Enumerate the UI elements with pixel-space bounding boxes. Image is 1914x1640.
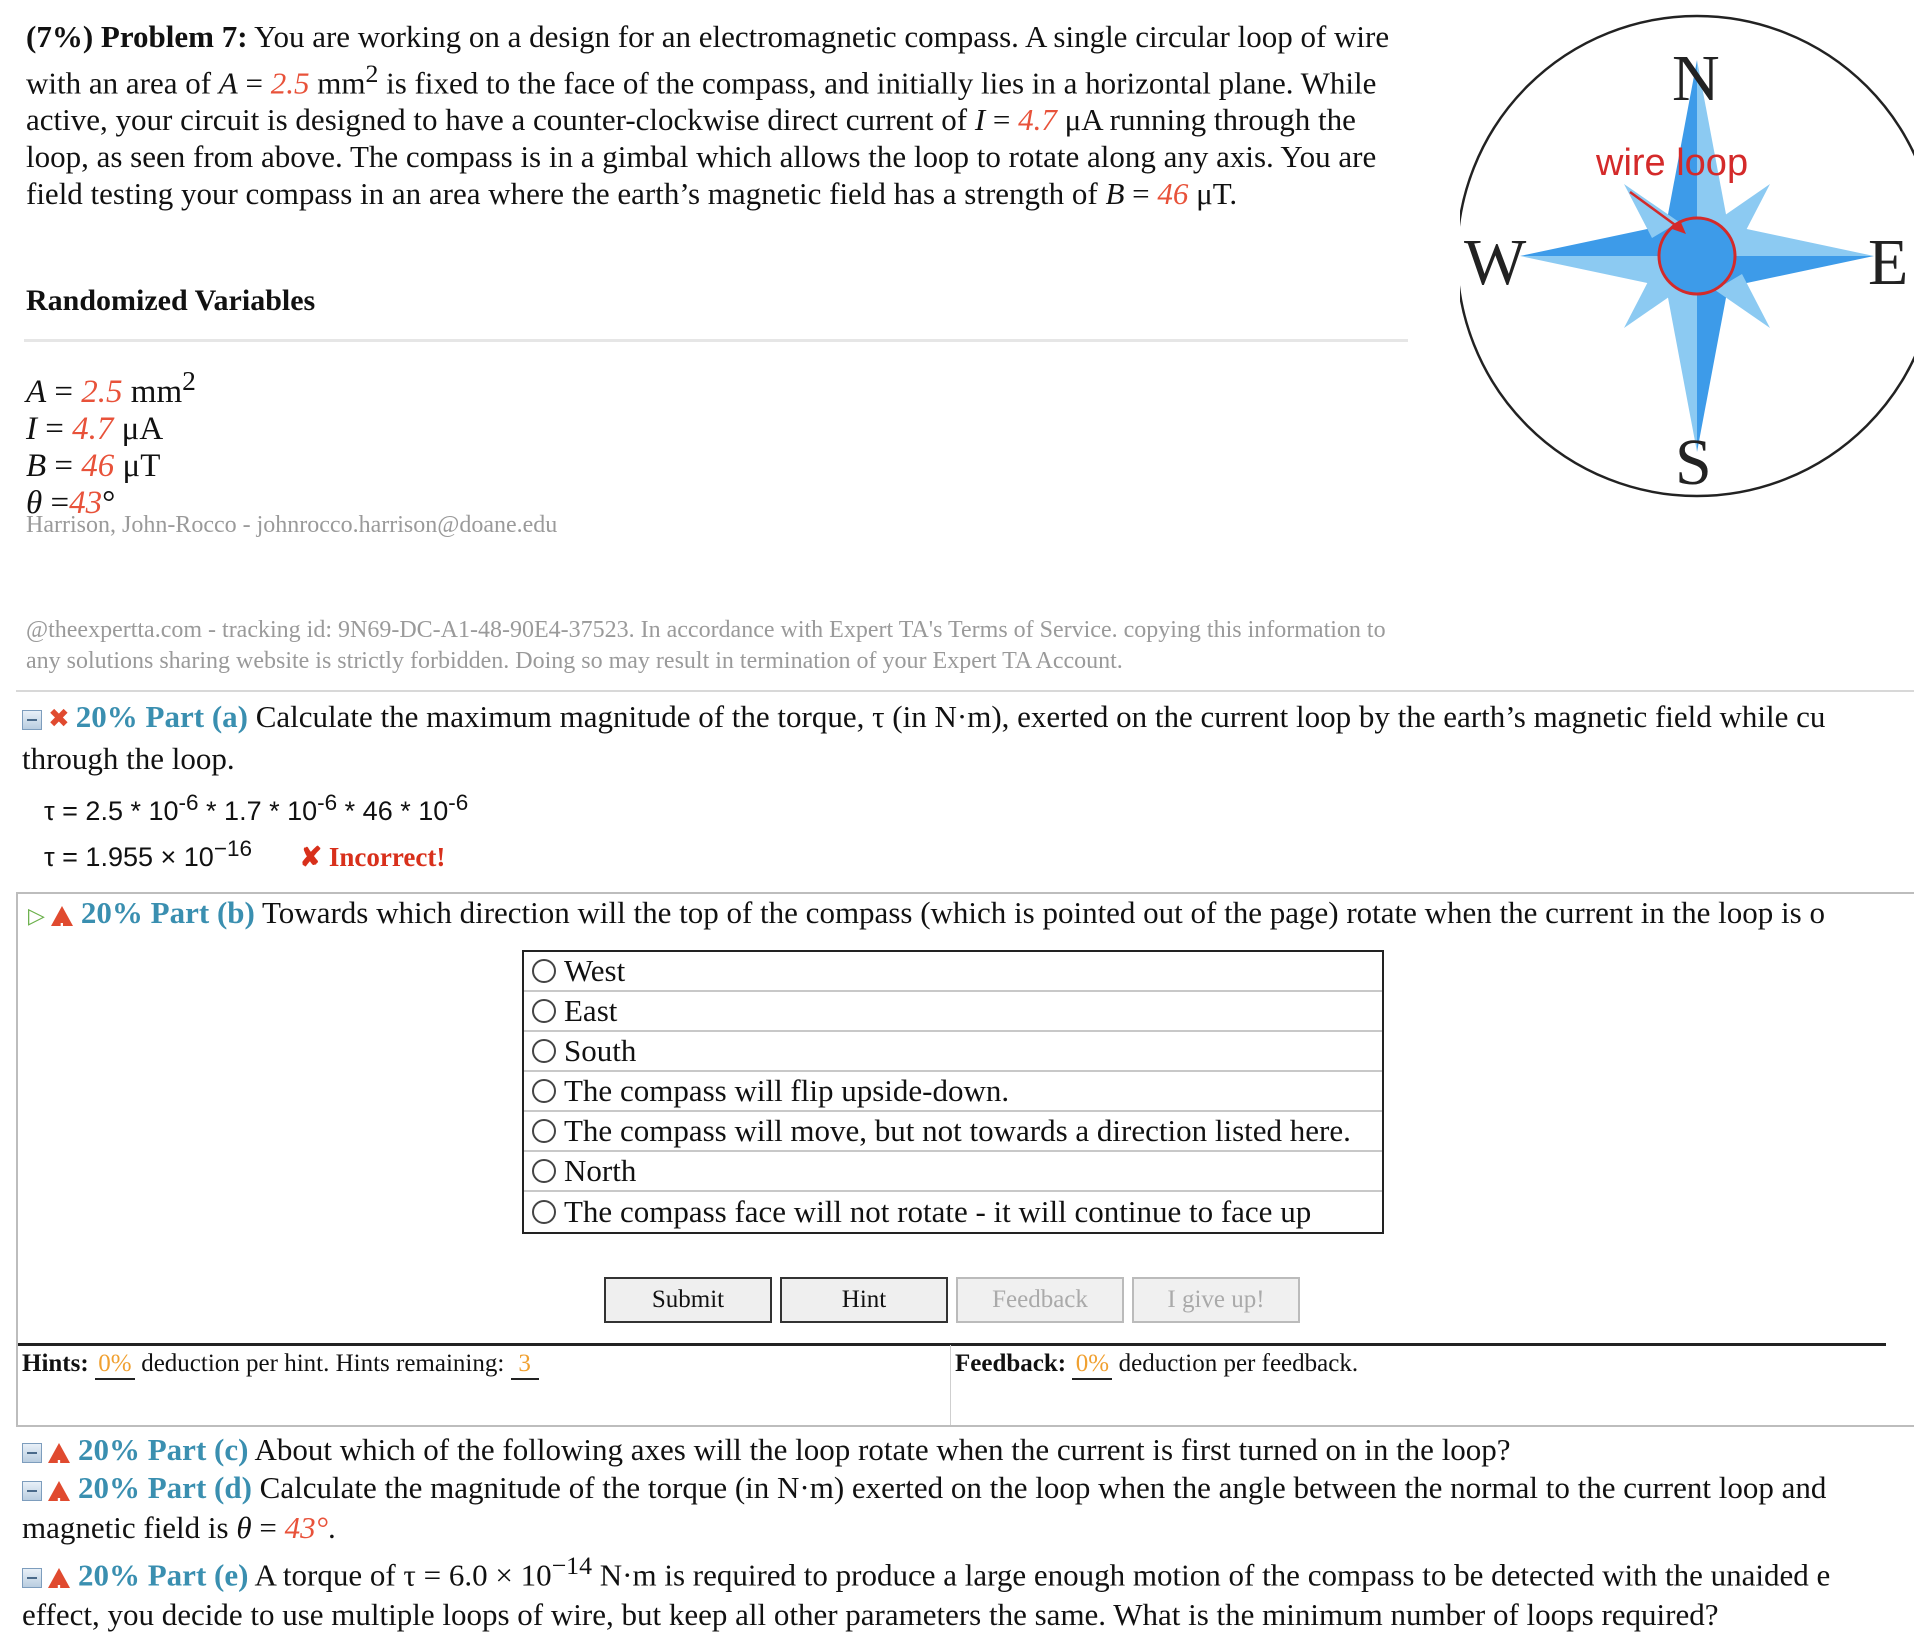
choice-north[interactable] <box>524 1152 1382 1192</box>
var-symbol: A <box>26 374 47 410</box>
wire-loop-circle <box>1659 218 1735 294</box>
part-d: !20% Part (d) Calculate the magnitude of the torque (in N·m) exerted on the loop when the angle between the normal to the current loop and magnetic field is θ = 43°. <box>22 1468 1914 1548</box>
part-c <box>22 1430 1511 1470</box>
hint-button[interactable]: Hint <box>780 1277 948 1323</box>
choice-label: The compass will move, but not towards a direction listed here. <box>564 1113 1351 1148</box>
part-c-text: About which of the following axes will the loop rotate when the current is first turned on in the loop? <box>254 1432 1511 1467</box>
radio-button[interactable] <box>532 1119 556 1143</box>
field-value: 46 <box>1157 176 1189 212</box>
radio-button[interactable] <box>532 1200 556 1224</box>
feedback-text: deduction per feedback. <box>1118 1350 1359 1377</box>
warning-icon <box>48 1443 70 1463</box>
exponent: -6 <box>178 790 199 815</box>
radio-button[interactable] <box>532 959 556 983</box>
hints-feedback-divider <box>950 1345 951 1425</box>
feedback-deduction: 0% <box>1072 1350 1112 1380</box>
part-d-text-cont: magnetic field is <box>22 1510 229 1545</box>
field-unit: μT. <box>1196 176 1238 212</box>
exponent: −16 <box>213 836 252 861</box>
var-row: θ =43° <box>26 485 116 521</box>
hints-divider <box>18 1343 1886 1346</box>
part-e-text: N·m is required to produce a large enough motion of the compass to be detected with the unaided e <box>599 1557 1831 1593</box>
hints-remaining: 3 <box>511 1350 539 1380</box>
incorrect-status: ✘ Incorrect! <box>299 842 446 872</box>
var-symbol: θ <box>26 485 43 521</box>
var-symbol: B <box>26 448 47 484</box>
compass-west: W <box>1464 226 1527 299</box>
randomized-variables-list <box>26 362 196 522</box>
var-symbol: I <box>26 411 37 447</box>
part-a-header[interactable]: 20% Part (a) <box>75 699 248 734</box>
compass-south: S <box>1675 426 1712 499</box>
choice-east[interactable] <box>524 992 1382 1032</box>
part-c-header[interactable]: 20% Part (c) <box>78 1432 249 1467</box>
tracking-notice: @theexpertta.com - tracking id: 9N69-DC-A1-48-90E4-37523. In accordance with Expert TA's Terms of Service. copying this information to any solutions sharing website is strictly forbidden. Doing so may result in termination of your Expert TA Account. <box>26 617 1386 674</box>
answer-row <box>44 784 468 830</box>
choice-label: West <box>564 953 626 988</box>
divider <box>24 339 1408 342</box>
submit-button[interactable]: Submit <box>604 1277 772 1323</box>
part-d-header[interactable]: 20% Part (d) <box>78 1470 252 1505</box>
var-value: 46 <box>81 448 115 484</box>
part-a-answers <box>44 784 468 876</box>
hints-deduction: 0% <box>95 1350 135 1380</box>
part-a-text: Calculate the maximum magnitude of the torque, τ (in N·m), exerted on the current loop by the earth’s magnetic field while cu <box>255 699 1826 734</box>
choice-south[interactable] <box>524 1032 1382 1072</box>
answer-expression: τ = 1.955 × 10 <box>44 842 214 872</box>
choice-no-rotation[interactable] <box>524 1192 1382 1232</box>
expand-arrow-icon[interactable]: ▷ <box>28 904 45 929</box>
part-b-title <box>28 893 1914 937</box>
choice-flip[interactable] <box>524 1072 1382 1112</box>
var-unit: μA <box>121 411 164 447</box>
randomized-variables-heading: Randomized Variables <box>26 284 316 317</box>
choice-other-direction[interactable] <box>524 1112 1382 1152</box>
warning-icon <box>51 906 73 926</box>
var-row: A = 2.5 $mm^2$ <box>26 365 196 410</box>
current-value: 4.7 <box>1018 102 1057 138</box>
feedback-info <box>955 1350 1358 1380</box>
current-unit: μA <box>1064 102 1102 138</box>
area-value: 2.5 <box>270 65 310 101</box>
area-unit: mm <box>317 65 366 101</box>
answer-expression: * 1.7 * 10 <box>206 796 318 826</box>
radio-button[interactable] <box>532 1039 556 1063</box>
radio-button[interactable] <box>532 1079 556 1103</box>
wire-loop-label: wire loop <box>1596 142 1749 184</box>
radio-button[interactable] <box>532 999 556 1023</box>
problem-text-2: is fixed to the face of the compass, and initially lies in a horizontal plane. While active, your circuit is designed to have a counter-clockwise direct current of <box>26 65 1377 138</box>
var-value: 2.5 <box>81 374 123 410</box>
current-symbol: I <box>974 102 986 138</box>
part-e-text-cont: effect, you decide to use multiple loops of wire, but keep all other parameters the same. What is the minimum number of loops required? <box>22 1597 1719 1633</box>
exponent: -6 <box>448 790 469 815</box>
warning-icon <box>48 1481 70 1501</box>
problem-percent: (7%) <box>26 19 94 54</box>
section-divider <box>16 690 1914 692</box>
choice-west[interactable] <box>524 952 1382 992</box>
problem-text-3: running through the loop, as seen from above. The compass is in a gimbal which allows the loop to rotate along any axis. You are field testing your compass in an area where the earth’s magnetic field has a strength of <box>26 102 1377 212</box>
part-b-header[interactable]: 20% Part (b) <box>80 895 255 930</box>
part-e <box>22 1546 1914 1635</box>
warning-icon <box>48 1568 70 1588</box>
choice-label: The compass face will not rotate - it will continue to face up <box>564 1194 1312 1229</box>
theta-value: 43° <box>284 1510 328 1545</box>
part-e-text: A torque of τ = 6.0 × 10 <box>254 1557 552 1593</box>
choice-label: The compass will flip upside-down. <box>564 1073 1010 1108</box>
expand-icon[interactable] <box>22 1481 42 1501</box>
exponent: −14 <box>551 1551 593 1580</box>
problem-label: Problem 7: <box>100 19 248 54</box>
collapse-icon[interactable] <box>22 710 42 730</box>
problem-statement: (7%) Problem 7: You are working on a design for an electromagnetic compass. A single circular loop of wire with an area of A = 2.5 $mm^2$ is fixed to the face of the compass, and initially lies in a horizontal plane. While active, your circuit is designed to have a counter-clockwise direct current of I = 4.7 μA running through the loop, as seen from above. The compass is in a gimbal which allows the loop to rotate along any axis. You are field testing your compass in an area where the earth’s magnetic field has a strength of B = 46 μT. <box>26 19 1390 212</box>
part-a-text-cont: through the loop. <box>22 741 235 776</box>
problem-text-1: You are working on a design for an electromagnetic compass. A single circular loop of wire with an area of <box>26 19 1390 101</box>
var-value: 43 <box>69 485 103 521</box>
var-unit: μT <box>122 448 161 484</box>
hints-info <box>22 1350 539 1380</box>
student-info: Harrison, John-Rocco - johnrocco.harrison@doane.edu <box>26 512 558 538</box>
var-row: B = 46 μT <box>26 448 161 484</box>
part-d-text: Calculate the magnitude of the torque (in N·m) exerted on the loop when the angle between the normal to the current loop and <box>259 1470 1827 1505</box>
answer-expression: * 46 * 10 <box>344 796 449 826</box>
part-a <box>22 697 1914 779</box>
area-symbol: A <box>218 65 238 101</box>
hints-text: deduction per hint. Hints remaining: <box>141 1350 505 1377</box>
answer-choices <box>522 950 1384 1234</box>
incorrect-icon: ✖ <box>48 704 70 734</box>
var-unit: mm <box>130 374 183 410</box>
compass-north: N <box>1672 42 1720 115</box>
var-unit: ° <box>102 485 116 521</box>
choice-label: North <box>564 1153 637 1188</box>
feedback-button: Feedback <box>956 1277 1124 1323</box>
feedback-label: Feedback: <box>955 1350 1067 1377</box>
exponent: -6 <box>317 790 338 815</box>
part-e-header[interactable]: 20% Part (e) <box>78 1557 249 1593</box>
var-row: I = 4.7 μA <box>26 411 164 447</box>
compass-east: E <box>1868 226 1909 299</box>
field-symbol: B <box>1105 176 1125 212</box>
compass-figure <box>1460 0 1914 540</box>
part-b-text: Towards which direction will the top of the compass (which is pointed out of the page) rotate when the current in the loop is o <box>262 895 1825 930</box>
answer-expression: τ = 2.5 * 10 <box>44 796 179 826</box>
radio-button[interactable] <box>532 1159 556 1183</box>
hints-label: Hints: <box>22 1350 89 1377</box>
expand-icon[interactable] <box>22 1443 42 1463</box>
choice-label: South <box>564 1033 637 1068</box>
expand-icon[interactable] <box>22 1568 42 1588</box>
var-value: 4.7 <box>72 411 114 447</box>
choice-label: East <box>564 993 618 1028</box>
give-up-button: I give up! <box>1132 1277 1300 1323</box>
answer-row <box>44 830 468 876</box>
